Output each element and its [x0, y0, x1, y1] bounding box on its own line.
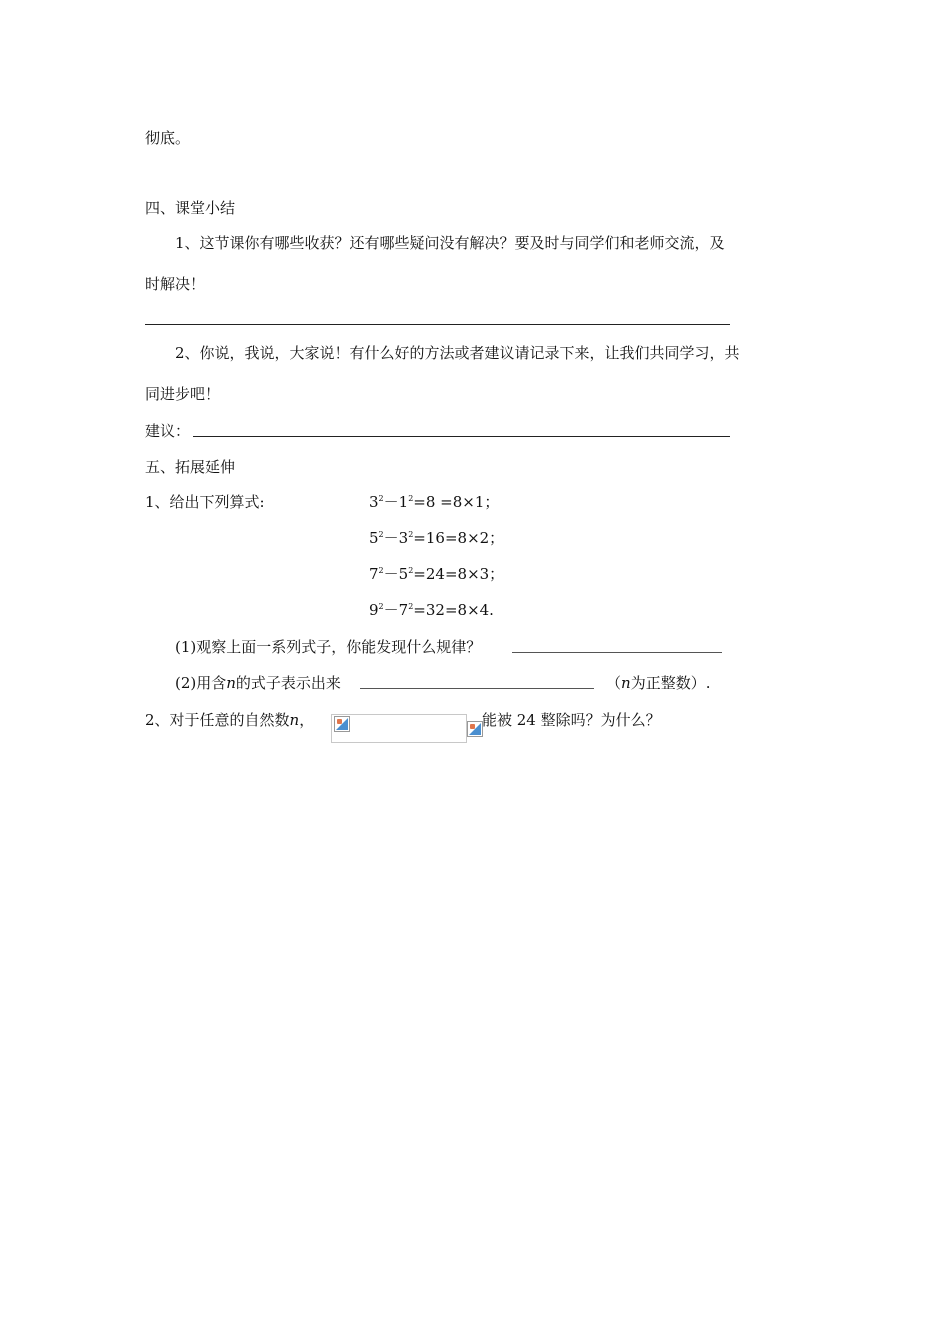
question-2-pre: 2、对于任意的自然数n， [145, 711, 315, 729]
question-2-post: 能被 24 整除吗？为什么？ [482, 711, 661, 729]
summary-item-1-line-2: 时解决！ [145, 275, 206, 293]
sub-question-2-note: （n为正整数）. [606, 674, 711, 692]
summary-item-1-line-1: 1、这节课你有哪些收获？还有哪些疑问没有解决？要及时与同学们和老师交流，及 [175, 234, 725, 252]
equation-1: $3^2-1^2=8 =8\times 1$； [369, 493, 500, 511]
sub-question-2: (2)用含n的式子表示出来 [175, 674, 341, 692]
sub-question-1-blank [512, 652, 722, 653]
formula-image-frame [331, 714, 467, 743]
suggestion-label: 建议： [145, 422, 191, 440]
sub-question-2-blank [360, 688, 594, 689]
sub-question-1: (1)观察上面一系列式子，你能发现什么规律？ [175, 638, 482, 656]
answer-line-1 [145, 324, 730, 325]
section-5-heading: 五、拓展延伸 [145, 458, 236, 476]
summary-item-2-line-2: 同进步吧！ [145, 385, 221, 403]
equation-4: $9^2-7^2=32=8\times 4$. [369, 601, 494, 619]
continuation-text: 彻底。 [145, 129, 191, 147]
suggestion-line [193, 436, 730, 437]
broken-image-icon [467, 721, 483, 737]
equation-3: $7^2-5^2=24=8\times 3$； [369, 565, 505, 583]
section-4-heading: 四、课堂小结 [145, 199, 236, 217]
question-1-intro: 1、给出下列算式: [145, 493, 265, 511]
equation-2: $5^2-3^2=16=8\times 2$； [369, 529, 505, 547]
broken-image-icon [334, 716, 350, 732]
summary-item-2-line-1: 2、你说，我说，大家说！有什么好的方法或者建议请记录下来，让我们共同学习，共 [175, 344, 740, 362]
